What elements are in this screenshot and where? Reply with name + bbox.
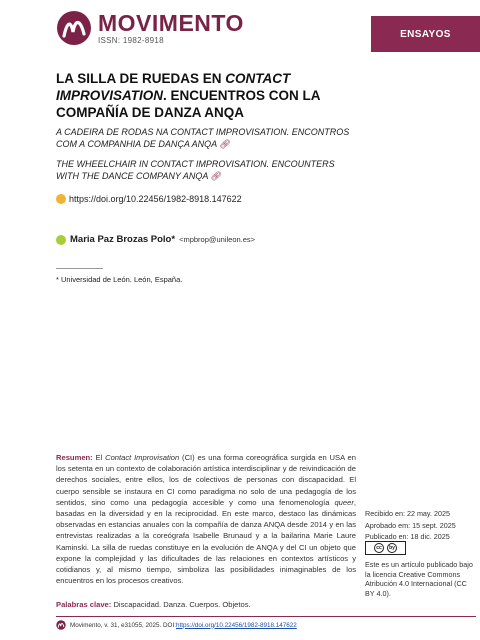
date-approved: Aprobado em: 15 sept. 2025 (365, 520, 456, 530)
abstract-label: Resumen: (56, 453, 93, 462)
journal-logo-icon (56, 10, 92, 46)
orcid-icon[interactable] (56, 235, 66, 245)
article-dates (365, 508, 475, 543)
abstract-text-italic-1: Contact Improvisation (105, 453, 180, 462)
abstract-text-italic-2: queer (334, 497, 354, 507)
date-received: Recibido en: 22 may. 2025 (365, 509, 450, 518)
article-title-part2: . ENCUENTROS CON LA COMPAÑÍA DE DANZA ANQA (56, 88, 321, 120)
article-title-part1: LA SILLA DE RUEDAS EN (56, 71, 226, 86)
author-affiliation: * Universidad de León. León, España. (56, 275, 183, 284)
author-line (56, 234, 255, 245)
section-tag: ENSAYOS (371, 16, 480, 52)
footer-doi-link[interactable]: https://doi.org/10.22456/1982-8918.147622 (175, 621, 297, 629)
cc-license-badge[interactable] (365, 541, 406, 555)
article-title (56, 70, 356, 121)
journal-logo-small-icon (56, 620, 66, 630)
page-footer (56, 620, 297, 630)
author-name: Maria Paz Brozas Polo* (70, 234, 176, 245)
journal-name: MOVIMENTO (98, 10, 244, 36)
link-icon[interactable]: 🔗︎ (219, 139, 231, 149)
keywords (56, 600, 251, 609)
by-icon: by (387, 543, 397, 553)
cc-icon: cc (374, 543, 384, 553)
abstract (56, 452, 356, 586)
article-title-en-text: THE WHEELCHAIR IN CONTACT IMPROVISATION. ENCOUNTERS WITH THE DANCE COMPANY ANQA (56, 159, 335, 181)
journal-logo (56, 10, 244, 46)
license-text: Este es un artículo publicado bajo la licencia Creative Commons Atribución 4.0 Internacional (CC BY 4.0). (365, 560, 473, 598)
date-published: Publicado en: 18 dic. 2025 (365, 532, 450, 541)
journal-issn: ISSN: 1982-8918 (98, 36, 164, 45)
keywords-label: Palabras clave: (56, 600, 112, 609)
author-email[interactable]: <mpbrop@unileon.es> (179, 235, 256, 244)
footnote-divider (56, 268, 103, 269)
doi-link[interactable]: https://doi.org/10.22456/1982-8918.147622 (69, 194, 242, 204)
article-title-pt-text: A CADEIRA DE RODAS NA CONTACT IMPROVISATION. ENCONTROS COM A COMPANHIA DE DANÇA ANQA (56, 127, 350, 149)
link-icon[interactable]: 🔗︎ (210, 171, 222, 181)
article-title-pt (56, 126, 356, 150)
abstract-text-b: (CI) es una forma coreográfica surgida en USA en los setenta en un contexto de colaboración artística interdisciplinar y de reivindicación de derechos sociales, entre ellos, los de colectivos de personas con discapacidad. El cuerpo sensible se instaura en CI como paradigma no solo de una pedagogía de los sentidos, sino como una pedagogía accesible y como una fenomenología (56, 453, 356, 507)
keywords-text: Discapacidad. Danza. Cuerpos. Objetos. (113, 600, 251, 609)
doi-line[interactable] (56, 194, 242, 204)
doi-icon (56, 194, 66, 204)
footer-citation: Movimento, v. 31, e31055, 2025. DOI: (70, 621, 176, 629)
footer-divider (56, 616, 476, 617)
abstract-text-a: El (95, 453, 106, 462)
article-title-italic: CONTACT IMPROVISATION (56, 71, 291, 103)
abstract-text-c: , basadas en la diversidad y en la reciprocidad. En este marco, destaco las dinámicas observadas en estancias anuales con la compañía de danza ANQA desde 2014 y en las entrevistas realizadas a la coreógrafa Isabelle Brunaud y a la bailarina Marie Laure Kaminski. La silla de ruedas constituye en la evolución de ANQA y del CI un objeto que expone la complejidad y las dificultades de las relaciones en contextos artísticos y cotidianos y, al mismo tiempo, simboliza las posibilidades inimaginables de los encuentros en los procesos creativos. (56, 497, 356, 586)
article-title-en (56, 158, 356, 182)
